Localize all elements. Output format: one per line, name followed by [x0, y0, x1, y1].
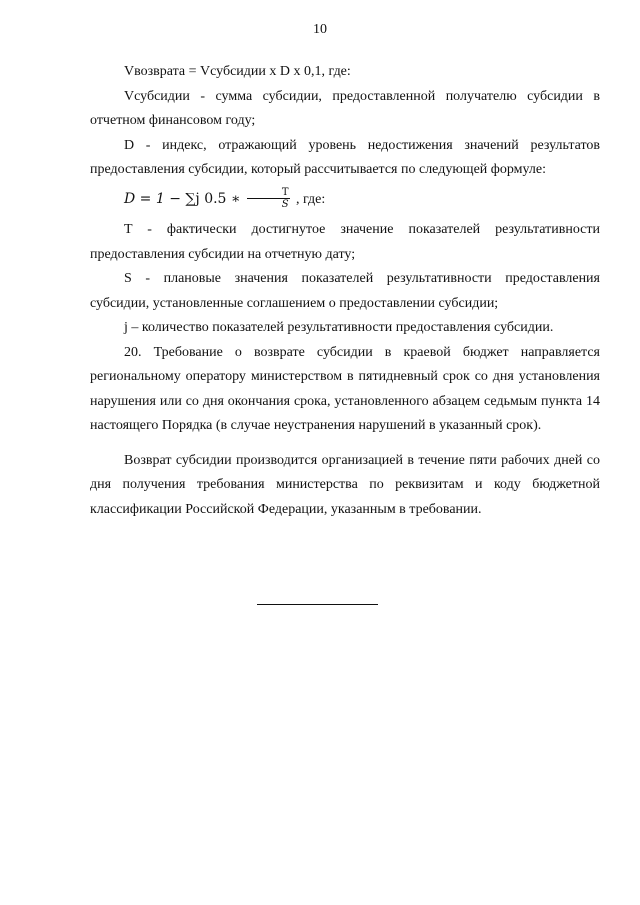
formula-denominator: S [281, 199, 289, 210]
formula-fraction [247, 187, 290, 210]
paragraph-return-procedure: Возврат субсидии производится организацией в течение пяти рабочих дней со дня получения требования министерства по реквизитам и коду бюджетной классификации Российской Федерации, указанным в требовании. [90, 452, 600, 517]
paragraph-j-definition: j – количество показателей результативности предоставления субсидии. [124, 320, 554, 335]
formula-numerator: T [247, 187, 290, 199]
paragraph-d-definition: D - индекс, отражающий уровень недостижения значений результатов предоставления субсидии, который рассчитывается по следующей формуле: [90, 137, 600, 177]
formula-d [90, 187, 600, 213]
paragraph-t-definition: T - фактически достигнутое значение показателей результативности предоставления субсидии на отчетную дату; [90, 222, 600, 262]
paragraph-return-formula: Vвозврата = Vсубсидии x D x 0,1, где: [124, 64, 351, 79]
end-rule [257, 604, 378, 605]
formula-sum: ∑j 0.5 ∗ [185, 190, 245, 207]
paragraph-s-definition: S - плановые значения показателей результативности предоставления субсидии, установленные соглашением о предоставлении субсидии; [90, 271, 600, 311]
formula-suffix: , где: [296, 191, 326, 207]
paragraph-subsidy-definition: Vсубсидии - сумма субсидии, предоставленной получателю субсидии в отчетном финансовом году; [90, 88, 600, 128]
page-number: 10 [313, 22, 327, 37]
formula-lhs: D = 1 − [124, 190, 186, 207]
document-body [90, 60, 600, 522]
paragraph-item-20: 20. Требование о возврате субсидии в краевой бюджет направляется региональному оператору министерством в пятидневный срок со дня установления нарушения или со дня окончания срока, установленного абзацем седьмым пункта 14 настоящего Порядка (в случае неустранения нарушений в указанный срок). [90, 344, 600, 433]
